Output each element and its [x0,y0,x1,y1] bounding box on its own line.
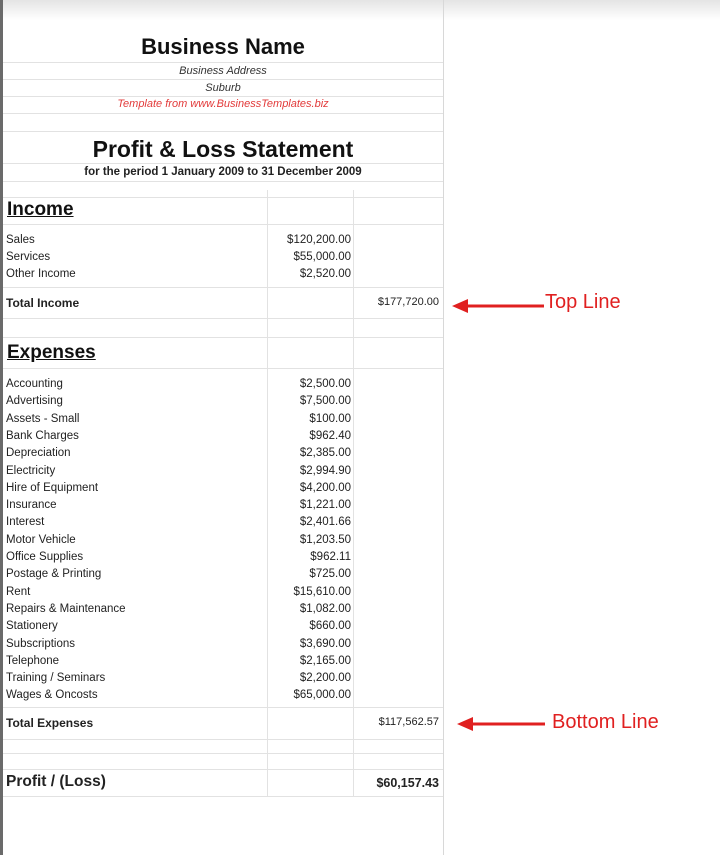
expense-row-label: Office Supplies [6,551,84,563]
grid-line [3,79,443,80]
expense-row [3,637,443,654]
income-row-label: Services [6,251,51,263]
total-expenses-label: Total Expenses [6,716,94,730]
expense-row-label: Interest [6,516,45,529]
total-income-row [3,295,443,312]
expense-row-label: Repairs & Maintenance [6,602,126,615]
income-row [3,267,443,284]
grid-line [3,707,443,708]
top-line-arrow-icon [450,296,546,316]
bottom-line-arrow-icon [455,714,547,734]
business-suburb: Suburb [205,82,241,94]
top-line-annotation: Top Line [545,291,621,313]
expense-row [3,498,443,515]
template-note: Template from www.BusinessTemplates.biz [117,98,329,110]
expense-row [3,550,443,567]
grid-line [3,113,443,114]
expense-row-amount: $3,690.00 [299,637,351,650]
expense-row [3,567,443,584]
expense-row [3,619,443,636]
grid-line [3,62,443,63]
expense-row [3,671,443,688]
expense-row-label: Depreciation [6,447,71,460]
profit-label: Profit / (Loss) [6,773,106,790]
grid-line [3,224,443,225]
expense-row-label: Assets - Small [6,412,80,425]
expense-row-amount: $4,200.00 [299,481,351,494]
grid-line [3,131,443,132]
total-expenses-value: $117,562.57 [378,716,439,728]
expense-row-amount: $725.00 [309,568,351,581]
expense-row-amount: $962.11 [310,551,351,563]
expense-row-label: Accounting [6,378,63,390]
expense-row-label: Postage & Printing [6,568,102,581]
income-row-label: Sales [6,234,35,246]
expense-row-amount: $2,500.00 [299,378,351,390]
expense-row-label: Hire of Equipment [6,481,99,494]
income-row [3,250,443,267]
expense-row-label: Training / Seminars [6,672,106,685]
expense-row-label: Wages & Oncosts [6,689,98,702]
statement-period: for the period 1 January 2009 to 31 December 2009 [84,166,362,178]
expense-row-amount: $2,200.00 [299,672,351,685]
grid-line [3,769,443,770]
expense-row-amount: $7,500.00 [299,395,351,408]
expense-row [3,533,443,550]
income-row-label: Other Income [6,268,76,280]
grid-line [3,796,443,797]
profit-value: $60,157.43 [376,776,439,790]
total-income-value: $177,720.00 [377,296,439,308]
income-row [3,233,443,250]
grid-line [3,368,443,369]
expense-row-amount: $15,610.00 [293,585,351,598]
grid-line [3,753,443,754]
expense-row [3,464,443,481]
grid-line [3,739,443,740]
business-name: Business Name [141,34,305,59]
income-row-amount: $2,520.00 [299,268,351,280]
expense-row-label: Insurance [6,499,57,512]
expense-row [3,394,443,411]
grid-line [3,318,443,319]
expense-row-amount: $1,203.50 [299,533,351,546]
expense-row-amount: $1,221.00 [299,499,351,512]
expense-row-label: Stationery [6,620,58,633]
expense-row [3,377,443,394]
grid-line [3,163,443,164]
expense-row [3,515,443,532]
expense-row [3,446,443,463]
income-row-amount: $55,000.00 [293,251,351,263]
income-heading: Income [7,199,74,220]
expense-row-amount: $100.00 [309,412,351,425]
expense-row-amount: $1,082.00 [299,602,351,615]
expense-row-amount: $660.00 [309,620,351,633]
grid-line [3,96,443,97]
expenses-heading: Expenses [7,342,96,363]
total-expenses-row [3,715,443,732]
expense-row [3,602,443,619]
expense-row-amount: $962.40 [309,429,351,442]
expense-row-label: Telephone [6,654,60,667]
expense-row [3,429,443,446]
grid-line [3,197,443,198]
expense-row-label: Bank Charges [6,429,79,442]
spreadsheet-sheet [3,0,444,855]
expense-row-label: Motor Vehicle [6,533,76,546]
grid-line [3,337,443,338]
expense-row-label: Advertising [6,395,63,408]
grid-line [3,181,443,182]
expense-row-amount: $65,000.00 [293,689,351,702]
expense-row-amount: $2,165.00 [299,654,351,667]
statement-title: Profit & Loss Statement [92,136,354,162]
expense-row [3,585,443,602]
income-row-amount: $120,200.00 [287,234,351,246]
expense-row-amount: $2,994.90 [299,464,351,477]
expense-row-amount: $2,385.00 [299,447,351,460]
total-income-label: Total Income [6,296,80,310]
bottom-line-annotation: Bottom Line [552,711,659,733]
expense-row-label: Rent [6,585,31,598]
expense-row [3,654,443,671]
profit-row [3,773,443,795]
expense-row-label: Subscriptions [6,637,76,650]
expense-row-label: Electricity [6,464,56,477]
business-address: Business Address [179,65,267,77]
grid-line [3,287,443,288]
expense-row [3,412,443,429]
expense-row [3,688,443,705]
expense-row [3,481,443,498]
expense-row-amount: $2,401.66 [299,516,351,529]
